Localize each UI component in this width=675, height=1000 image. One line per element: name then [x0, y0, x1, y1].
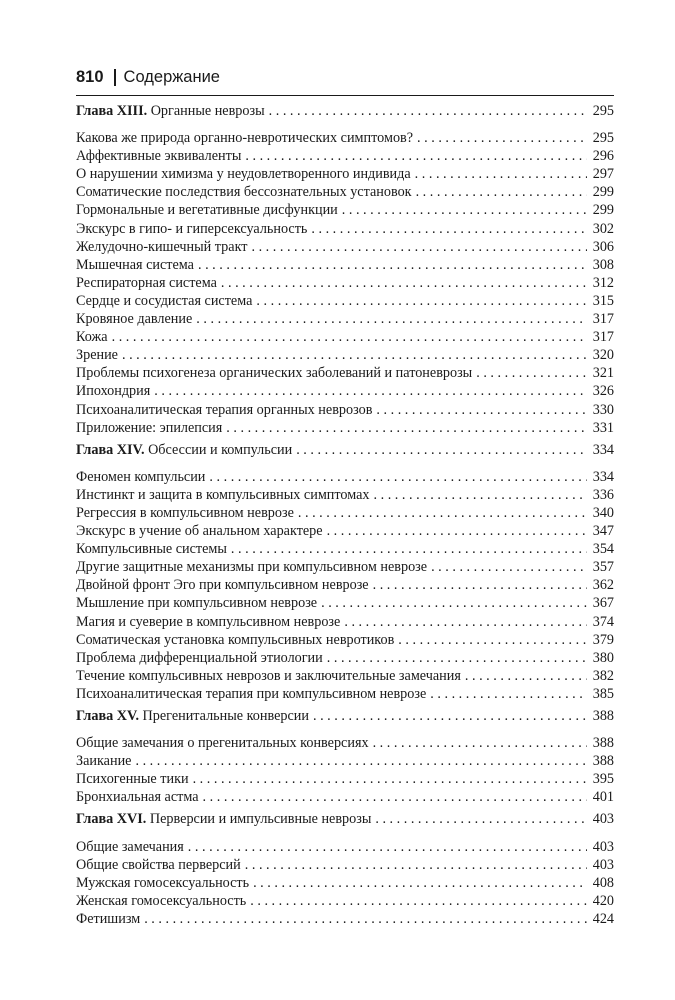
entry-page-number: 401: [592, 789, 614, 806]
chapter-page-number: 334: [592, 441, 614, 458]
toc-entry[interactable]: [76, 910, 614, 928]
entry-page-number: 424: [592, 910, 614, 927]
entry-title: Мышление при компульсивном неврозе: [76, 595, 318, 612]
dot-leader: [209, 468, 587, 486]
chapter-page-number: 403: [592, 811, 614, 828]
dot-leader: [245, 856, 587, 874]
chapter-heading[interactable]: [76, 441, 614, 459]
entry-page-number: 317: [592, 311, 614, 328]
entry-title: Бронхиальная астма: [76, 789, 199, 806]
toc-entry[interactable]: [76, 770, 614, 788]
toc-entry[interactable]: [76, 576, 614, 594]
toc-entry[interactable]: [76, 147, 614, 165]
dot-leader: [342, 201, 587, 219]
entry-page-number: 336: [592, 486, 614, 503]
entry-title: Женская гомосексуальность: [76, 892, 247, 909]
entry-page-number: 296: [592, 148, 614, 165]
entry-page-number: 388: [592, 735, 614, 752]
toc-entry[interactable]: [76, 382, 614, 400]
entry-title: Экскурс в учение об анальном характере: [76, 523, 323, 540]
entry-title: Течение компульсивных неврозов и заключительные замечания: [76, 667, 461, 684]
entry-title: Ипохондрия: [76, 383, 151, 400]
entry-page-number: 403: [592, 856, 614, 873]
dot-leader: [398, 631, 587, 649]
toc-entry[interactable]: [76, 613, 614, 631]
entry-page-number: 315: [592, 292, 614, 309]
toc-entry[interactable]: [76, 649, 614, 667]
dot-leader: [313, 707, 587, 725]
chapter-name: Органные неврозы: [150, 103, 265, 119]
toc-entry[interactable]: [76, 667, 614, 685]
entry-title: Психоаналитическая терапия при компульсивном неврозе: [76, 685, 427, 702]
entry-title: Желудочно-кишечный тракт: [76, 238, 248, 255]
header-rule: [76, 95, 614, 96]
toc-entry[interactable]: [76, 468, 614, 486]
chapter-title: [76, 707, 309, 725]
dot-leader: [221, 274, 587, 292]
dot-leader: [198, 256, 587, 274]
entry-title: Общие замечания о прегенитальных конверсиях: [76, 735, 369, 752]
toc-entry[interactable]: [76, 274, 614, 292]
dot-leader: [373, 576, 587, 594]
toc-entry[interactable]: [76, 486, 614, 504]
entry-title: Какова же природа органно-невротических симптомов?: [76, 130, 414, 147]
entry-title: Соматические последствия бессознательных установок: [76, 184, 412, 201]
entry-page-number: 312: [592, 274, 614, 291]
toc-entry[interactable]: [76, 238, 614, 256]
toc-entry[interactable]: [76, 594, 614, 612]
dot-leader: [373, 734, 587, 752]
toc-entry[interactable]: [76, 129, 614, 147]
entry-title: Компульсивные системы: [76, 541, 227, 558]
chapter-block: [76, 810, 614, 928]
toc-entry[interactable]: [76, 328, 614, 346]
section-title: Содержание: [123, 67, 220, 86]
toc-entry[interactable]: [76, 364, 614, 382]
entry-page-number: 382: [592, 667, 614, 684]
dot-leader: [321, 594, 587, 612]
chapter-page-number: 388: [592, 708, 614, 724]
toc-entry[interactable]: [76, 401, 614, 419]
toc-entry[interactable]: [76, 631, 614, 649]
entry-title: Сердце и сосудистая система: [76, 292, 253, 309]
toc-entry[interactable]: [76, 540, 614, 558]
entry-title: Психоаналитическая терапия органных неврозов: [76, 401, 373, 418]
running-head: [76, 66, 220, 88]
entry-title: Заикание: [76, 753, 132, 770]
entry-title: Гормональные и вегетативные дисфункции: [76, 202, 338, 219]
dot-leader: [465, 667, 587, 685]
entry-title: Аффективные эквиваленты: [76, 148, 242, 165]
dot-leader: [193, 770, 587, 788]
entry-page-number: 380: [592, 649, 614, 666]
chapter-heading[interactable]: [76, 810, 614, 828]
dot-leader: [250, 892, 587, 910]
entry-title: Мужская гомосексуальность: [76, 874, 250, 891]
dot-leader: [188, 838, 587, 856]
entry-page-number: 306: [592, 238, 614, 255]
entry-title: Инстинкт и защита в компульсивных симптомах: [76, 486, 370, 503]
chapter-name: Перверсии и импульсивные неврозы: [149, 811, 372, 828]
dot-leader: [203, 788, 587, 806]
dot-leader: [245, 147, 587, 165]
chapter-page-number: 295: [592, 103, 614, 119]
chapter-title: [76, 102, 265, 120]
chapter-name: Обсессии и компульсии: [148, 441, 293, 458]
entry-page-number: 295: [592, 130, 614, 147]
dot-leader: [154, 382, 587, 400]
dot-leader: [269, 102, 587, 120]
entry-page-number: 326: [592, 383, 614, 400]
toc-entry[interactable]: [76, 292, 614, 310]
dot-leader: [231, 540, 587, 558]
entry-title: Проблема дифференциальной этиологии: [76, 649, 323, 666]
entry-title: О нарушении химизма у неудовлетворенного индивида: [76, 166, 411, 183]
toc-entry[interactable]: [76, 856, 614, 874]
entry-page-number: 308: [592, 256, 614, 273]
toc-entry[interactable]: [76, 892, 614, 910]
entry-page-number: 299: [592, 184, 614, 201]
chapter-heading[interactable]: [76, 707, 614, 725]
entry-title: Респираторная система: [76, 274, 217, 291]
entry-page-number: 330: [592, 401, 614, 418]
chapter-label: Глава XIV.: [76, 441, 145, 458]
dot-leader: [375, 810, 587, 828]
dot-leader: [311, 220, 587, 238]
dot-leader: [415, 165, 587, 183]
dot-leader: [122, 346, 587, 364]
toc-entry[interactable]: [76, 419, 614, 437]
dot-leader: [476, 364, 587, 382]
entry-page-number: 299: [592, 202, 614, 219]
page-number: 810: [76, 67, 104, 86]
chapter-title: [76, 441, 292, 459]
entry-page-number: 340: [592, 504, 614, 521]
entry-title: Общие свойства перверсий: [76, 856, 241, 873]
toc-entry[interactable]: [76, 522, 614, 540]
entry-title: Регрессия в компульсивном неврозе: [76, 504, 294, 521]
chapter-label: Глава XVI.: [76, 811, 147, 828]
toc-entry[interactable]: [76, 201, 614, 219]
toc-entry[interactable]: [76, 788, 614, 806]
dot-leader: [376, 401, 587, 419]
dot-leader: [112, 328, 587, 346]
chapter-label: Глава XV.: [76, 708, 139, 724]
entry-title: Экскурс в гипо- и гиперсексуальность: [76, 220, 308, 237]
chapter-heading[interactable]: [76, 102, 614, 120]
dot-leader: [251, 238, 587, 256]
entry-page-number: 408: [592, 874, 614, 891]
toc-entry[interactable]: [76, 256, 614, 274]
entry-page-number: 388: [592, 753, 614, 770]
entry-page-number: 374: [592, 613, 614, 630]
entry-title: Другие защитные механизмы при компульсивном неврозе: [76, 559, 428, 576]
entry-title: Зрение: [76, 347, 118, 364]
entry-title: Психогенные тики: [76, 771, 189, 788]
dot-leader: [226, 419, 587, 437]
table-of-contents: [76, 102, 614, 932]
entry-page-number: 403: [592, 838, 614, 855]
entry-page-number: 379: [592, 631, 614, 648]
entry-page-number: 297: [592, 166, 614, 183]
entry-page-number: 362: [592, 577, 614, 594]
entry-page-number: 320: [592, 347, 614, 364]
entry-page-number: 331: [592, 419, 614, 436]
chapter-title: [76, 810, 371, 828]
entry-title: Двойной фронт Эго при компульсивном неврозе: [76, 577, 369, 594]
toc-entry[interactable]: [76, 183, 614, 201]
entry-title: Феномен компульсии: [76, 468, 206, 485]
dot-leader: [144, 910, 587, 928]
header-separator: [114, 69, 116, 86]
chapter-block: [76, 441, 614, 703]
chapter-name: Прегенитальные конверсии: [142, 708, 309, 724]
dot-leader: [417, 129, 587, 147]
chapter-label: Глава XIII.: [76, 103, 148, 119]
chapter-block: [76, 102, 614, 437]
toc-entry[interactable]: [76, 220, 614, 238]
entry-title: Магия и суеверие в компульсивном неврозе: [76, 613, 341, 630]
dot-leader: [430, 685, 587, 703]
dot-leader: [135, 752, 587, 770]
toc-entry[interactable]: [76, 685, 614, 703]
entry-title: Общие замечания: [76, 838, 184, 855]
entry-title: Проблемы психогенеза органических заболеваний и патоневрозы: [76, 365, 473, 382]
toc-entry[interactable]: [76, 734, 614, 752]
toc-entry[interactable]: [76, 310, 614, 328]
entry-page-number: 334: [592, 468, 614, 485]
dot-leader: [196, 310, 587, 328]
entry-page-number: 385: [592, 685, 614, 702]
entry-title: Приложение: эпилепсия: [76, 419, 223, 436]
entry-page-number: 354: [592, 541, 614, 558]
toc-entry[interactable]: [76, 752, 614, 770]
dot-leader: [327, 649, 587, 667]
toc-entry[interactable]: [76, 558, 614, 576]
toc-entry[interactable]: [76, 165, 614, 183]
dot-leader: [298, 504, 587, 522]
entry-title: Мышечная система: [76, 256, 194, 273]
entry-page-number: 317: [592, 329, 614, 346]
dot-leader: [374, 486, 587, 504]
entry-page-number: 367: [592, 595, 614, 612]
dot-leader: [431, 558, 587, 576]
entry-title: Кожа: [76, 329, 108, 346]
entry-page-number: 347: [592, 523, 614, 540]
entry-page-number: 395: [592, 771, 614, 788]
dot-leader: [327, 522, 587, 540]
toc-entry[interactable]: [76, 838, 614, 856]
entry-page-number: 357: [592, 559, 614, 576]
dot-leader: [416, 183, 587, 201]
entry-page-number: 321: [592, 365, 614, 382]
toc-entry[interactable]: [76, 504, 614, 522]
entry-title: Соматическая установка компульсивных невротиков: [76, 631, 395, 648]
toc-entry[interactable]: [76, 874, 614, 892]
dot-leader: [256, 292, 587, 310]
dot-leader: [253, 874, 587, 892]
toc-entry[interactable]: [76, 346, 614, 364]
entry-title: Кровяное давление: [76, 311, 193, 328]
dot-leader: [344, 613, 587, 631]
dot-leader: [296, 441, 587, 459]
entry-title: Фетишизм: [76, 910, 141, 927]
entry-page-number: 302: [592, 220, 614, 237]
chapter-block: [76, 707, 614, 806]
entry-page-number: 420: [592, 892, 614, 909]
